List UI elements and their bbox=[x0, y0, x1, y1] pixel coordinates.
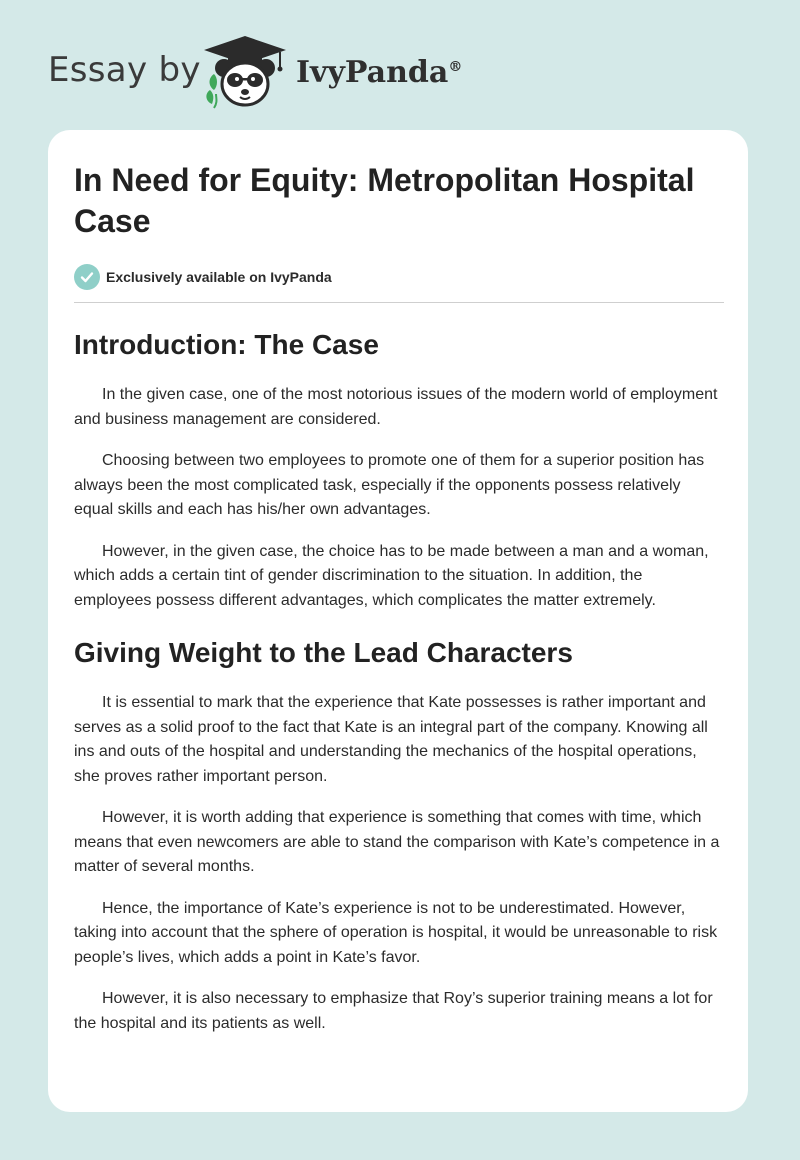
brand-name-text: IvyPanda bbox=[296, 55, 449, 90]
brand-name[interactable] bbox=[296, 55, 462, 90]
divider bbox=[74, 302, 724, 303]
ivy-leaf-icon bbox=[206, 90, 213, 104]
paragraph: However, in the given case, the choice has to be made between a man and a woman, which adds a certain tint of gender discrimination to the situation. In addition, the employees possess different advantages, which complicates the matter extremely. bbox=[74, 542, 709, 609]
section-heading: Introduction: The Case bbox=[74, 329, 379, 360]
section-heading: Giving Weight to the Lead Characters bbox=[74, 637, 573, 668]
paragraph: However, it is also necessary to emphasize that Roy’s superior training means a lot for the hospital and its patients as well. bbox=[74, 990, 713, 1032]
paragraph: It is essential to mark that the experience that Kate possesses is rather important and serves as a solid proof to the fact that Kate is an integral part of the company. Knowing all ins and outs of the hospital and understanding the mechanics of the hospital operations, she proves rather important person. bbox=[74, 694, 708, 785]
exclusive-badge bbox=[74, 264, 724, 290]
page-title: In Need for Equity: Metropolitan Hospital Case bbox=[74, 162, 695, 239]
essay-by-label: Essay by bbox=[48, 50, 201, 90]
paragraph: Hence, the importance of Kate’s experience is not to be underestimated. However, taking into account that the sphere of operation is hospital, it would be unreasonable to risk people’s lives, which adds a point in Kate’s favor. bbox=[74, 899, 718, 966]
paragraph: In the given case, one of the most notorious issues of the modern world of employment and business management are considered. bbox=[74, 386, 718, 428]
paragraph: However, it is worth adding that experience is something that comes with time, which means that even newcomers are able to stand the comparison with Kate’s competence in a matter of several months. bbox=[74, 809, 720, 875]
paragraph: Choosing between two employees to promote one of them for a superior position has always been the most complicated task, especially if the opponents possess relatively equal skills and each has his/her own advantages. bbox=[74, 452, 705, 518]
essay-content bbox=[74, 160, 724, 1053]
site-header bbox=[0, 0, 800, 130]
registered-mark: ® bbox=[448, 59, 463, 75]
check-icon bbox=[74, 264, 100, 290]
exclusive-label: Exclusively available on IvyPanda bbox=[106, 269, 332, 285]
ivy-leaf-icon bbox=[210, 74, 218, 90]
ivypanda-logo-icon[interactable] bbox=[200, 34, 290, 110]
essay-card bbox=[48, 130, 748, 1112]
